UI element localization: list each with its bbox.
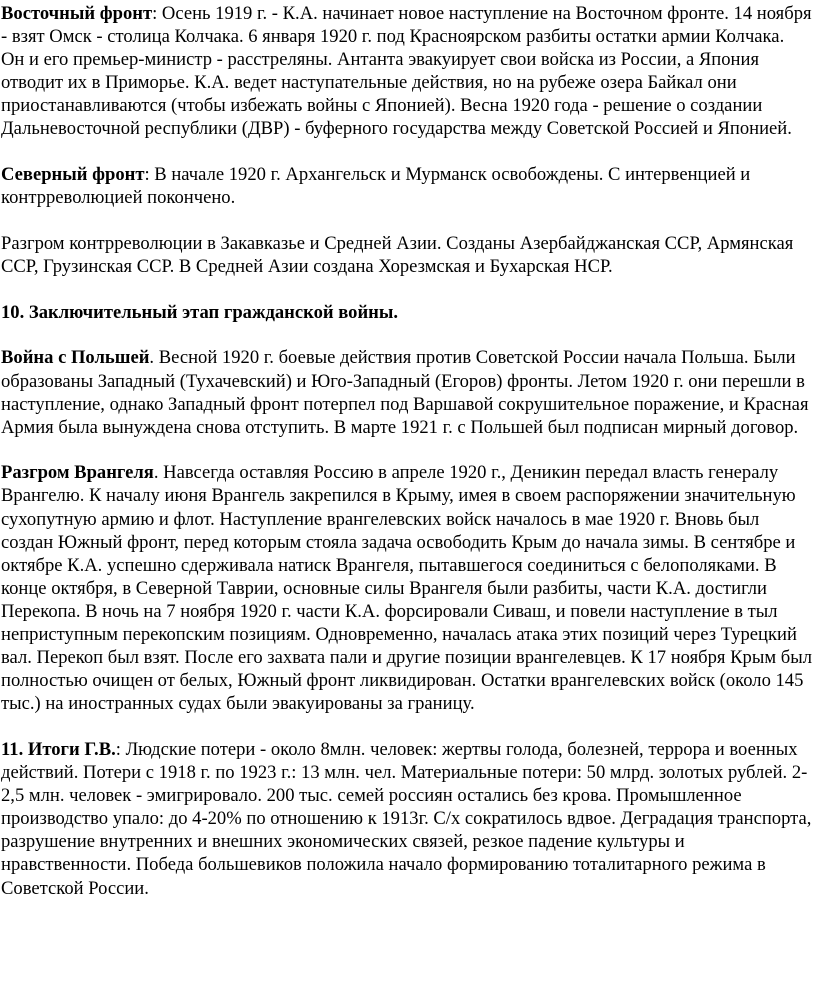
heading-wrangel-defeat: Разгром Врангеля bbox=[1, 462, 154, 484]
paragraph-northern-front bbox=[1, 163, 812, 209]
paragraph-eastern-front bbox=[1, 2, 812, 141]
body-caucasus-asia: Разгром контрреволюции в Закавказье и Средней Азии. Созданы Азербайджанская ССР, Армянская ССР, Грузинская ССР. В Средней Азии создана Хорезмская и Бухарская НСР. bbox=[1, 232, 794, 278]
body-war-results: : Людские потери - около 8млн. человек: жертвы голода, болезней, террора и военных действий. Потери с 1918 г. по 1923 г.: 13 млн. чел. Материальные потери: 50 млрд. золотых рублей. 2-2,5 млн. человек - эмигрировало. 200 тыс. семей россиян остались без крова. Промышленное производство упало: до 4-20% по отношению к 1913г. С/х сократилось вдвое. Деградация транспорта, разрушение внутренних и внешних экономических связей, резкое падение культуры и нравственности. Победа большевиков положила начало формированию тоталитарного режима в Советской России. bbox=[1, 739, 812, 899]
paragraph-war-with-poland bbox=[1, 346, 812, 438]
heading-final-stage: 10. Заключительный этап гражданской войны. bbox=[1, 301, 399, 323]
paragraph-war-results bbox=[1, 738, 812, 900]
body-wrangel-defeat: . Навсегда оставляя Россию в апреле 1920 г., Деникин передал власть генералу Врангелю. К началу июня Врангель закрепился в Крыму, имея в своем распоряжении значительную сухопутную армию и флот. Наступление врангелевских войск началось в мае 1920 г. Вновь был создан Южный фронт, перед которым стояла задача освободить Крым до начала зимы. В сентябре и октябре К.А. успешно сдерживала натиск Врангеля, пытавшегося соединиться с белополяками. В конце октября, в Северной Таврии, основные силы Врангеля были разбиты, части К.А. достигли Перекопа. В ночь на 7 ноября 1920 г. части К.А. форсировали Сиваш, и повели наступление в тыл неприступным перекопским позициям. Одновременно, началась атака этих позиций через Турецкий вал. Перекоп был взят. После его захвата пали и другие позиции врангелевцев. К 17 ноября Крым был полностью очищен от белых, Южный фронт ликвидирован. Остатки врангелевских войск (около 145 тыс.) на иностранных судах были эвакуированы за границу. bbox=[1, 462, 812, 715]
heading-northern-front: Северный фронт bbox=[1, 164, 145, 186]
paragraph-final-stage-heading bbox=[1, 301, 812, 324]
paragraph-wrangel-defeat bbox=[1, 461, 812, 715]
body-war-with-poland: . Весной 1920 г. боевые действия против Советской России начала Польша. Были образованы Западный (Тухачевский) и Юго-Западный (Егоров) фронты. Летом 1920 г. они перешли в наступление, однако Западный фронт потерпел под Варшавой сокрушительное поражение, и Красная Армия была вынуждена снова отступить. В марте 1921 г. с Польшей был подписан мирный договор. bbox=[1, 347, 809, 438]
body-eastern-front: : Осень 1919 г. - К.А. начинает новое наступление на Восточном фронте. 14 ноября - взят Омск - столица Колчака. 6 января 1920 г. под Красноярском разбиты остатки армии Колчака. Он и его премьер-министр - расстреляны. Антанта эвакуирует свои войска из России, а Япония отводит их в Приморье. К.А. ведет наступательные действия, но на рубеже озера Байкал они приостанавливаются (чтобы избежать войны с Японией). Весна 1920 года - решение о создании Дальневосточной республики (ДВР) - буферного государства между Советской Россией и Японией. bbox=[1, 3, 812, 140]
heading-war-with-poland: Война с Польшей bbox=[1, 347, 150, 369]
heading-eastern-front: Восточный фронт bbox=[1, 3, 153, 24]
heading-war-results: 11. Итоги Г.В. bbox=[1, 739, 116, 760]
paragraph-caucasus-asia bbox=[1, 232, 812, 278]
body-northern-front: : В начале 1920 г. Архангельск и Мурманск освобождены. С интервенцией и контрреволюцией покончено. bbox=[1, 164, 751, 209]
